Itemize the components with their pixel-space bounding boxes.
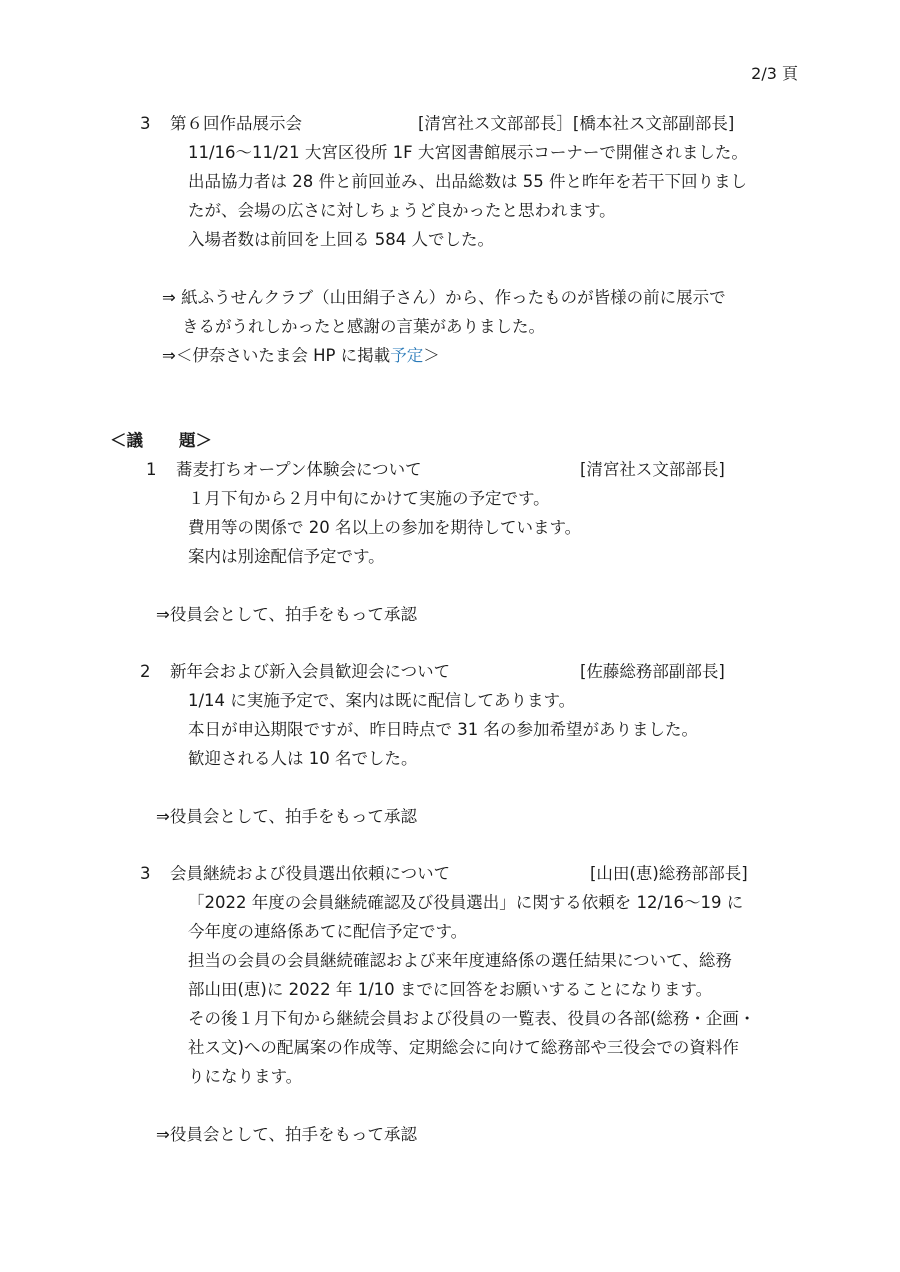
- agenda-item-line: その後１月下旬から継続会員および役員の一覧表、役員の各部(総務・企画・: [188, 1009, 756, 1028]
- agenda-item-line: 今年度の連絡係あてに配信予定です。: [188, 922, 468, 941]
- agenda-heading-left: ＜議: [110, 431, 143, 450]
- agenda-item-result: ⇒役員会として、拍手をもって承認: [156, 605, 417, 624]
- agenda-item-line: 歓迎される人は 10 名でした。: [188, 749, 418, 768]
- report-hp-note-suffix: ＞: [423, 346, 440, 365]
- agenda-item-line: 費用等の関係で 20 名以上の参加を期待しています。: [188, 518, 582, 537]
- agenda-item-line: １月下旬から２月中旬にかけて実施の予定です。: [188, 489, 550, 508]
- agenda-item-line: 担当の会員の会員継続確認および来年度連絡係の選任結果について、総務: [188, 951, 732, 970]
- agenda-heading-right: 題＞: [179, 431, 212, 450]
- agenda-item-number: 3: [140, 864, 151, 883]
- agenda-item-title: 会員継続および役員選出依頼について: [170, 864, 451, 883]
- agenda-item-line: 1/14 に実施予定で、案内は既に配信してあります。: [188, 691, 576, 710]
- page-number: 2/3 頁: [751, 64, 798, 83]
- agenda-item-reporter: [清宮社ス文部部長]: [580, 460, 725, 479]
- report-line: 入場者数は前回を上回る 584 人でした。: [188, 230, 494, 249]
- report-number: 3: [140, 114, 151, 133]
- report-line: 11/16～11/21 大宮区役所 1F 大宮図書館展示コーナーで開催されました。: [188, 143, 748, 162]
- report-hp-note: [162, 346, 440, 366]
- agenda-item-title: 新年会および新入会員歓迎会について: [170, 662, 451, 681]
- agenda-item-result: ⇒役員会として、拍手をもって承認: [156, 807, 417, 826]
- report-hp-note-prefix: ⇒＜伊奈さいたま会 HP に掲載: [162, 346, 391, 365]
- agenda-heading: [110, 431, 212, 451]
- agenda-item-line: 部山田(恵)に 2022 年 1/10 までに回答をお願いすることになります。: [188, 980, 713, 999]
- report-line: たが、会場の広さに対しちょうど良かったと思われます。: [188, 201, 616, 220]
- report-note-line: ⇒ 紙ふうせんクラブ（山田絹子さん）から、作ったものが皆様の前に展示で: [162, 288, 726, 307]
- agenda-item-line: 本日が申込期限ですが、昨日時点で 31 名の参加希望がありました。: [188, 720, 698, 739]
- report-note-line: きるがうれしかったと感謝の言葉がありました。: [182, 317, 545, 336]
- report-hp-note-planned: 予定: [390, 346, 424, 365]
- report-reporter: [清宮社ス文部部長］[橋本社ス文部副部長]: [418, 114, 735, 133]
- report-line: 出品協力者は 28 件と前回並み、出品総数は 55 件と昨年を若干下回りまし: [188, 172, 747, 191]
- agenda-item-reporter: [山田(恵)総務部部長]: [590, 864, 748, 883]
- agenda-item-line: 「2022 年度の会員継続確認及び役員選出」に関する依頼を 12/16～19 に: [188, 893, 744, 912]
- report-title: 第６回作品展示会: [170, 114, 302, 133]
- agenda-item-title: 蕎麦打ちオープン体験会について: [176, 460, 422, 479]
- agenda-item-reporter: [佐藤総務部副部長]: [580, 662, 725, 681]
- agenda-item-result: ⇒役員会として、拍手をもって承認: [156, 1125, 417, 1144]
- agenda-item-line: 社ス文)への配属案の作成等、定期総会に向けて総務部や三役会での資料作: [188, 1038, 739, 1057]
- agenda-item-line: 案内は別途配信予定です。: [188, 547, 385, 566]
- agenda-item-number: 1: [146, 460, 157, 479]
- agenda-item-line: りになります。: [188, 1067, 303, 1086]
- agenda-item-number: 2: [140, 662, 151, 681]
